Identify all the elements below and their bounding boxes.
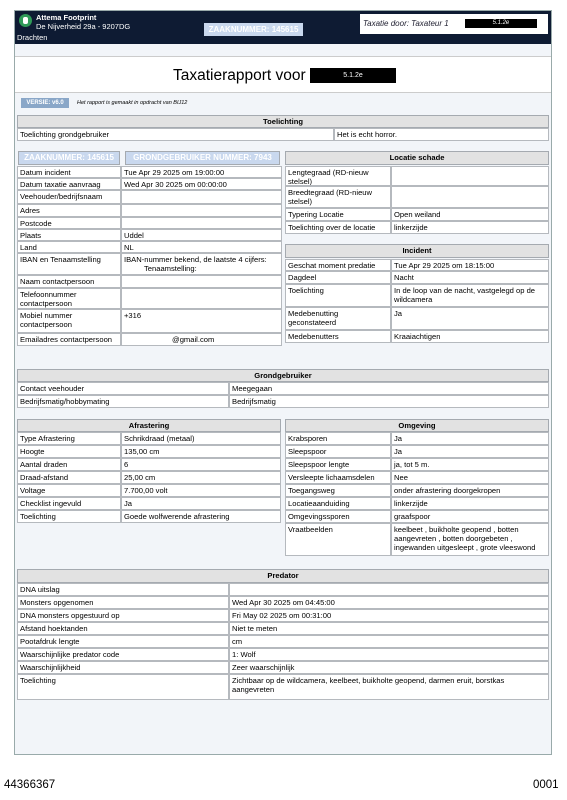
afrastering-value: 25,00 cm [121,471,281,484]
detail-label: Postcode [17,217,121,229]
toelichting-label: Toelichting grondgebruiker [17,128,334,141]
version-badge: VERSIE: v6.0 [21,98,69,108]
afrastering-value: Ja [121,497,281,510]
afrastering-label: Type Afrastering [17,432,121,445]
detail-value: Tue Apr 29 2025 om 19:00:00 [121,166,282,178]
predator-label: Toelichting [17,674,229,700]
incident-label: Medebenutters [285,330,391,343]
page-title [173,67,396,85]
redacted-block: 5.1.2e [310,68,396,83]
omgeving-label: Sleepspoor lengte [285,458,391,471]
incident-label: Toelichting [285,284,391,307]
report-header [15,11,551,44]
footer-document-id: 44366367 [4,779,56,791]
omgeving-value: Nee [391,471,549,484]
detail-label: Emailadres contactpersoon [17,333,121,346]
detail-label: Veehouder/bedrijfsnaam [17,190,121,204]
afrastering-label: Toelichting [17,510,121,523]
report-page [14,10,552,755]
grond-value: Bedrijfsmatig [229,395,549,408]
locatie-label: Breedtegraad (RD-nieuw stelsel) [285,186,391,208]
tenaamstelling-label: Tenaamstelling: [142,264,199,273]
omgeving-label: Krabsporen [285,432,391,445]
detail-label: Adres [17,204,121,217]
predator-value: 1: Wolf [229,648,549,661]
grondgebruiker-nummer-label: GRONDGEBRUIKER NUMMER: 7943 [125,151,280,165]
detail-label: Plaats [17,229,121,241]
locatie-value: linkerzijde [391,221,549,234]
predator-label: Afstand hoektanden [17,622,229,635]
locatie-label: Lengtegraad (RD-nieuw stelsel) [285,166,391,186]
grond-value: Meegegaan [229,382,549,395]
title-text: Taxatierapport voor [173,67,306,84]
predator-value: Zeer waarschijnlijk [229,661,549,674]
detail-value [121,288,282,309]
predator-value: Wed Apr 30 2025 om 04:45:00 [229,596,549,609]
title-bar [15,56,551,93]
incident-value: Ja [391,307,549,330]
omgeving-value: Ja [391,432,549,445]
predator-value: Zichtbaar op de wildcamera, keelbeet, buikholte geopend, darmen eruit, borstkas aangevreten [229,674,549,700]
footprint-logo-icon [19,14,32,27]
incident-value: Kraaiachtigen [391,330,549,343]
section-incident: Incident [285,244,549,258]
omgeving-label: Versleepte lichaamsdelen [285,471,391,484]
zaaknummer-badge: ZAAKNUMMER: 145615 [204,23,303,36]
afrastering-value: 7.700,00 volt [121,484,281,497]
company-address: De Nijverheid 29a - 9207DG [36,22,131,31]
detail-value [121,204,282,217]
omgeving-value: Ja [391,445,549,458]
grond-label: Contact veehouder [17,382,229,395]
taxatie-door-box [360,14,548,34]
predator-label: DNA uitslag [17,583,229,596]
predator-label: Waarschijnlijke predator code [17,648,229,661]
locatie-value [391,186,549,208]
omgeving-value: onder afrastering doorgekropen [391,484,549,497]
omgeving-label: Vraatbeelden [285,523,391,556]
section-toelichting: Toelichting [17,115,549,128]
predator-label: Waarschijnlijkheid [17,661,229,674]
omgeving-label: Toegangsweg [285,484,391,497]
detail-label: Land [17,241,121,253]
detail-label: IBAN en Tenaamstelling [17,253,121,275]
predator-value: Fri May 02 2025 om 00:31:00 [229,609,549,622]
version-note: Het rapport is gemaakt in opdracht van BIJ12 [77,100,188,106]
section-predator: Predator [17,569,549,583]
afrastering-label: Hoogte [17,445,121,458]
omgeving-label: Omgevingssporen [285,510,391,523]
detail-label: Telefoonnummer contactpersoon [17,288,121,309]
company-name: Attema Footprint [36,13,97,22]
incident-value: Nacht [391,271,549,284]
predator-label: DNA monsters opgestuurd op [17,609,229,622]
footer-page-number: 0001 [533,779,559,791]
detail-value: +316 [121,309,282,333]
predator-value: Niet te meten [229,622,549,635]
incident-label: Medebenutting geconstateerd [285,307,391,330]
afrastering-label: Checklist ingevuld [17,497,121,510]
detail-label: Datum taxatie aanvraag [17,178,121,190]
afrastering-value: 135,00 cm [121,445,281,458]
locatie-value [391,166,549,186]
detail-value [121,217,282,229]
detail-value: IBAN-nummer bekend, de laatste 4 cijfers: Tenaamstelling: [121,253,282,275]
section-locatie-schade: Locatie schade [285,151,549,165]
omgeving-value: linkerzijde [391,497,549,510]
predator-label: Monsters opgenomen [17,596,229,609]
afrastering-value: 6 [121,458,281,471]
locatie-label: Typering Locatie [285,208,391,221]
toelichting-value: Het is echt horror. [334,128,549,141]
redacted-block: 5.1.2e [465,19,537,28]
detail-value: NL [121,241,282,253]
section-omgeving: Omgeving [285,419,549,432]
incident-value: Tue Apr 29 2025 om 18:15:00 [391,259,549,271]
predator-value [229,583,549,596]
locatie-value: Open weiland [391,208,549,221]
afrastering-label: Voltage [17,484,121,497]
omgeving-value: graafspoor [391,510,549,523]
detail-value [121,275,282,288]
afrastering-label: Draad-afstand [17,471,121,484]
section-grondgebruiker: Grondgebruiker [17,369,549,382]
omgeving-value: ja, tot 5 m. [391,458,549,471]
detail-label: Datum incident [17,166,121,178]
incident-label: Geschat moment predatie [285,259,391,271]
incident-value: In de loop van de nacht, vastgelegd op de wildcamera [391,284,549,307]
taxatie-door-text: Taxatie door: Taxateur 1 [363,19,449,28]
afrastering-value: Goede wolfwerende afrastering [121,510,281,523]
afrastering-label: Aantal draden [17,458,121,471]
predator-value: cm [229,635,549,648]
detail-label: Mobiel nummer contactpersoon [17,309,121,333]
company-city: Drachten [17,33,48,42]
afrastering-value: Schrikdraad (metaal) [121,432,281,445]
incident-label: Dagdeel [285,271,391,284]
detail-value [121,333,282,346]
detail-value: Uddel [121,229,282,241]
section-afrastering: Afrastering [17,419,281,432]
omgeving-label: Locatieaanduiding [285,497,391,510]
detail-label: Naam contactpersoon [17,275,121,288]
grond-label: Bedrijfsmatig/hobbymating [17,395,229,408]
omgeving-value: keelbeet , buikholte geopend , botten aangevreten , botten doorgebeten , ingewanden uitgesleept , grote vleeswond [391,523,549,556]
zaaknummer-label: ZAAKNUMMER: 145615 [18,151,120,165]
locatie-label: Toelichting over de locatie [285,221,391,234]
omgeving-label: Sleepspoor [285,445,391,458]
email-domain: @gmail.com [172,335,215,344]
predator-label: Pootafdruk lengte [17,635,229,648]
detail-value: Wed Apr 30 2025 om 00:00:00 [121,178,282,190]
detail-value [121,190,282,204]
